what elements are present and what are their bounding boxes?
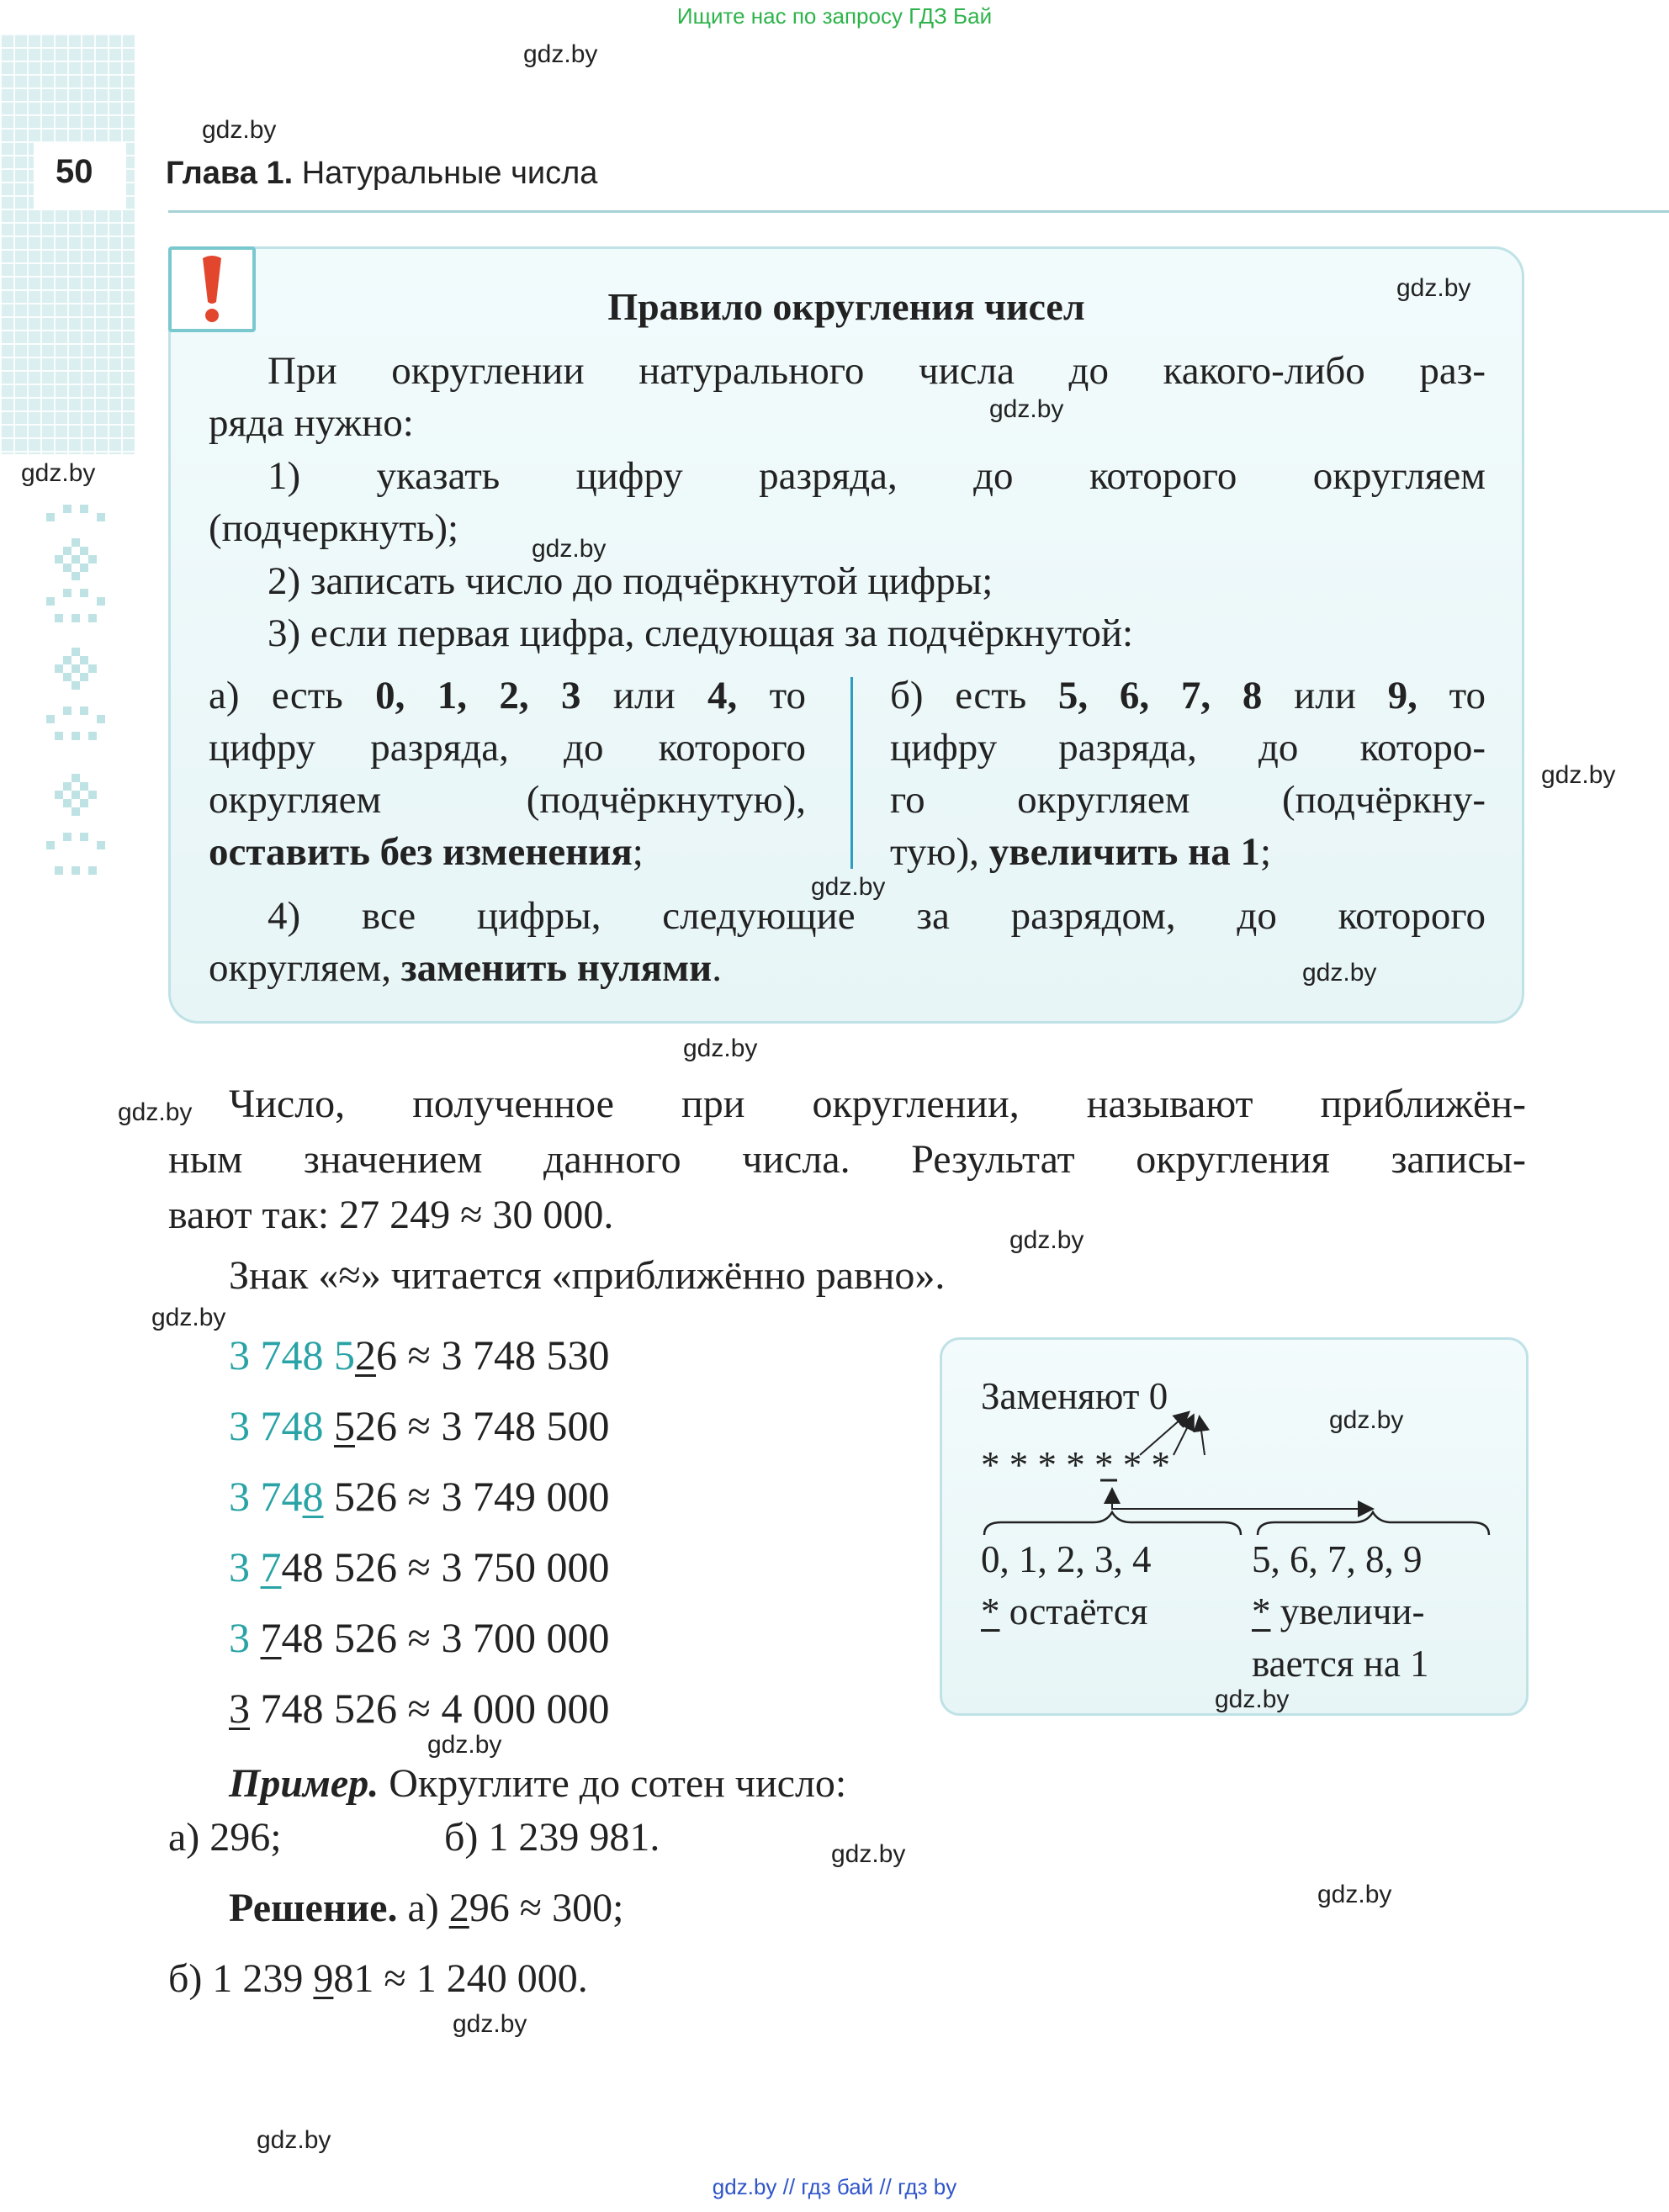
example-row: 3 748 526 ≈ 4 000 000 bbox=[229, 1685, 610, 1732]
scheme-left-digits: 0, 1, 2, 3, 4 bbox=[981, 1538, 1152, 1580]
case-divider bbox=[850, 677, 853, 869]
example-row: 3 748 526 ≈ 3 749 000 bbox=[229, 1473, 610, 1520]
folk-ornament-icon bbox=[46, 505, 114, 892]
watermark: gdz.by bbox=[1009, 1226, 1084, 1254]
case-b-line2: цифру разряда, до которо- bbox=[890, 726, 1486, 770]
watermark: gdz.by bbox=[683, 1035, 758, 1062]
watermark: gdz.by bbox=[1317, 1881, 1392, 1908]
scheme-right-digits: 5, 6, 7, 8, 9 bbox=[1252, 1538, 1423, 1580]
example-row: 3 748 526 ≈ 3 748 530 bbox=[229, 1331, 610, 1379]
scheme-title: Заменяют 0 bbox=[981, 1375, 1168, 1417]
solution-a: Решение. а) 296 ≈ 300; bbox=[229, 1886, 624, 1930]
chapter-title: Натуральные числа bbox=[301, 156, 598, 191]
scheme-right-text: * увеличи- bbox=[1252, 1590, 1425, 1633]
rule-title: Правило округления чисел bbox=[607, 285, 1085, 328]
case-b-line3: го округляем (подчёркну- bbox=[890, 778, 1486, 822]
watermark: gdz.by bbox=[257, 2126, 331, 2154]
example-row: 3 748 526 ≈ 3 700 000 bbox=[229, 1614, 610, 1661]
watermark: gdz.by bbox=[118, 1098, 193, 1126]
case-b-line4: тую), увеличить на 1; bbox=[890, 830, 1272, 874]
case-a-action: оставить без изменения; bbox=[209, 830, 644, 874]
rule-step1-line2: (подчеркнуть); bbox=[209, 506, 459, 550]
watermark: gdz.by bbox=[21, 459, 96, 487]
example-task: Пример. Округлите до сотен число: bbox=[229, 1761, 847, 1806]
example-row: 3 748 526 ≈ 3 748 500 bbox=[229, 1402, 610, 1449]
watermark: gdz.by bbox=[151, 1304, 226, 1331]
scheme-right-text2: вается на 1 bbox=[1252, 1643, 1429, 1685]
rule-step4-line2: округляем, заменить нулями. bbox=[209, 946, 722, 990]
body-line3: вают так: 27 249 ≈ 30 000. bbox=[168, 1193, 614, 1237]
chapter-heading bbox=[166, 156, 597, 192]
watermark: gdz.by bbox=[532, 535, 607, 563]
watermark: gdz.by bbox=[1329, 1406, 1404, 1434]
example-row: 3 748 526 ≈ 3 750 000 bbox=[229, 1543, 610, 1590]
watermark: gdz.by bbox=[427, 1731, 502, 1759]
sign-explanation: Знак «≈» читается «приближённо равно». bbox=[229, 1253, 946, 1298]
watermark: gdz.by bbox=[1541, 761, 1616, 789]
decorative-grid-strip bbox=[0, 34, 135, 454]
rule-step1-line1: 1) указать цифру разряда, до которого округляем bbox=[268, 454, 1486, 498]
rule-step3: 3) если первая цифра, следующая за подчёркнутой: bbox=[268, 611, 1134, 655]
rule-intro-line1: При округлении натурального числа до какого-либо раз- bbox=[268, 349, 1486, 393]
top-banner: Ищите нас по запросу ГДЗ Бай bbox=[676, 3, 993, 29]
watermark: gdz.by bbox=[1302, 959, 1377, 987]
case-a-line2: цифру разряда, до которого bbox=[209, 726, 806, 770]
watermark: gdz.by bbox=[1215, 1685, 1290, 1713]
watermark: gdz.by bbox=[202, 116, 277, 144]
case-a-line1: а) есть 0, 1, 2, 3 или 4, то bbox=[209, 674, 807, 717]
watermark: gdz.by bbox=[523, 40, 598, 68]
case-a-line3: округляем (подчёркнутую), bbox=[209, 778, 806, 822]
rule-intro-line2: ряда нужно: bbox=[209, 401, 414, 445]
body-line2: ным значением данного числа. Результат округления записы- bbox=[168, 1137, 1526, 1182]
chapter-prefix: Глава 1. bbox=[166, 156, 294, 191]
rule-step2: 2) записать число до подчёркнутой цифры; bbox=[268, 559, 993, 603]
example-task-b: б) 1 239 981. bbox=[444, 1815, 660, 1860]
scheme-stars: * * * * * * * bbox=[981, 1444, 1170, 1486]
watermark: gdz.by bbox=[989, 395, 1064, 423]
body-line1: Число, полученное при округлении, называют приближён- bbox=[229, 1082, 1526, 1126]
page-number: 50 bbox=[56, 153, 93, 190]
watermark: gdz.by bbox=[811, 873, 886, 901]
scheme-arrows bbox=[967, 1396, 1506, 1548]
watermark: gdz.by bbox=[831, 1840, 906, 1868]
rule-step4-line1: 4) все цифры, следующие за разрядом, до которого bbox=[268, 894, 1486, 938]
watermark: gdz.by bbox=[453, 2010, 527, 2038]
scheme-left-text: * остаётся bbox=[981, 1590, 1148, 1633]
solution-b: б) 1 239 981 ≈ 1 240 000. bbox=[168, 1956, 588, 2001]
bottom-banner[interactable]: gdz.by // гдз бай // гдз by bbox=[712, 2174, 957, 2199]
watermark: gdz.by bbox=[1396, 274, 1471, 302]
header-divider bbox=[168, 210, 1669, 213]
case-b-line1: б) есть 5, 6, 7, 8 или 9, то bbox=[890, 674, 1486, 717]
example-task-a: а) 296; bbox=[168, 1815, 282, 1860]
